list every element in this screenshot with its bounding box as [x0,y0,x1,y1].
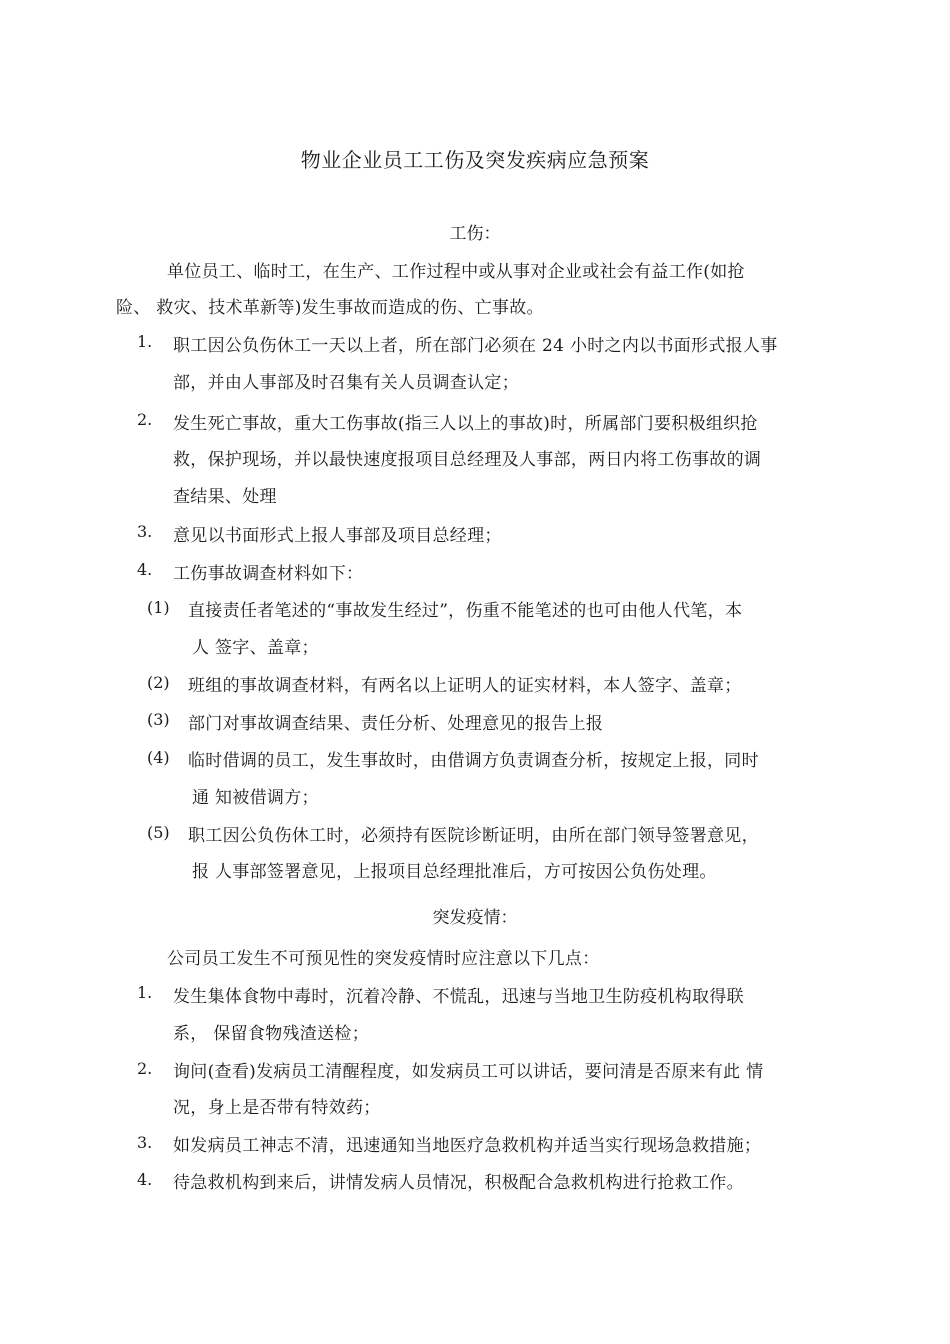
epidemic-item-2-line-1: 询问(查看)发病员工清醒程度，如发病员工可以讲话，要问清是否原来有此 情 [173,1062,764,1082]
injury-item-2-line-3: 查结果、处理 [173,487,277,507]
document-title: 物业企业员工工伤及突发疾病应急预案 [300,148,650,172]
epidemic-item-2-line-2: 况，身上是否带有特效药； [173,1098,381,1118]
injury-item-4-line-1: 工伤事故调查材料如下： [173,564,364,584]
injury-definition-line-2: 险、 救灾、技术革新等)发生事故而造成的伤、亡事故。 [116,298,544,318]
epidemic-item-4-number: 4. [137,1170,153,1189]
epidemic-intro: 公司员工发生不可预见性的突发疫情时应注意以下几点： [167,949,600,969]
injury-item-1-number: 1. [137,332,153,351]
subitem-2-line-1: 班组的事故调查材料，有两名以上证明人的证实材料，本人签字、盖章； [188,676,742,696]
epidemic-item-4-line-1: 待急救机构到来后，讲情发病人员情况，积极配合急救机构进行抢救工作。 [173,1173,744,1193]
subitem-5-number: (5) [147,823,170,842]
injury-item-1-line-1: 职工因公负伤休工一天以上者，所在部门必须在 24 小时之内以书面形式报人事 [173,336,778,356]
injury-item-2-line-1: 发生死亡事故，重大工伤事故(指三人以上的事故)时，所属部门要积极组织抢 [173,414,758,434]
subitem-1-number: (1) [147,598,170,617]
epidemic-heading: 突发疫情： [432,908,518,928]
injury-definition-line-1: 单位员工、临时工，在生产、工作过程中或从事对企业或社会有益工作(如抢 [167,262,745,282]
subitem-3-line-1: 部门对事故调查结果、责任分析、处理意见的报告上报 [188,714,604,734]
injury-item-1-line-2: 部，并由人事部及时召集有关人员调查认定； [173,373,519,393]
injury-item-4-number: 4. [137,560,153,579]
subitem-4-line-2: 通 知被借调方； [192,788,319,808]
subitem-1-line-2: 人 签字、盖章； [192,638,319,658]
subitem-2-number: (2) [147,673,170,692]
injury-item-2-number: 2. [137,410,153,429]
subitem-4-line-1: 临时借调的员工，发生事故时，由借调方负责调查分析，按规定上报，同时 [188,751,759,771]
subitem-3-number: (3) [147,710,170,729]
injury-item-3-line-1: 意见以书面形式上报人事部及项目总经理； [173,526,502,546]
epidemic-item-1-number: 1. [137,983,153,1002]
injury-item-2-line-2: 救，保护现场，并以最快速度报项目总经理及人事部，两日内将工伤事故的调 [173,450,762,470]
epidemic-item-2-number: 2. [137,1059,153,1078]
subitem-4-number: (4) [147,748,170,767]
epidemic-item-1-line-1: 发生集体食物中毒时，沉着冷静、不慌乱，迅速与当地卫生防疫机构取得联 [173,987,744,1007]
injury-item-3-number: 3. [137,522,153,541]
injury-heading: 工伤： [449,224,501,244]
epidemic-item-3-line-1: 如发病员工神志不清，迅速通知当地医疗急救机构并适当实行现场急救措施； [173,1136,762,1156]
subitem-5-line-2: 报 人事部签署意见，上报项目总经理批准后，方可按因公负伤处理。 [192,862,717,882]
epidemic-item-3-number: 3. [137,1133,153,1152]
subitem-5-line-1: 职工因公负伤休工时，必须持有医院诊断证明，由所在部门领导签署意见， [188,826,759,846]
subitem-1-line-1: 直接责任者笔述的“事故发生经过”，伤重不能笔述的也可由他人代笔，本 [188,601,743,621]
epidemic-item-1-line-2: 系， 保留食物残渣送检； [173,1024,370,1044]
